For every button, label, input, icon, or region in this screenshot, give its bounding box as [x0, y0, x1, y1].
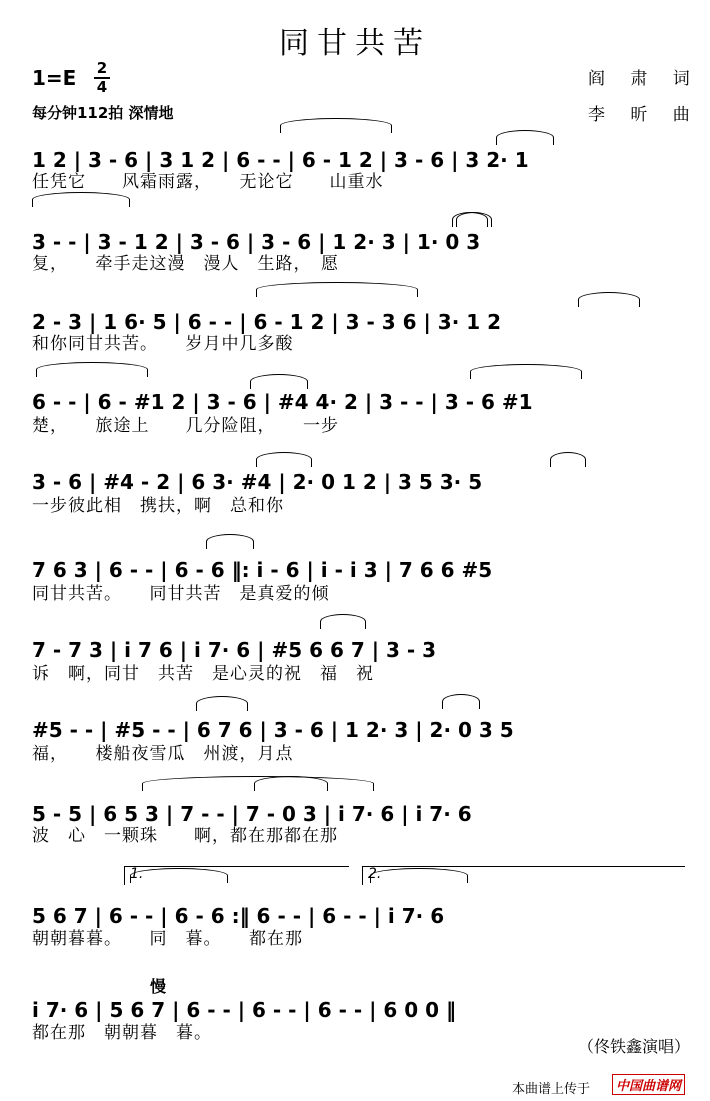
slur-mark: [320, 614, 366, 629]
slur-mark: [470, 364, 582, 379]
notation-row: 6 - - | 6 - #1 2 | 3 - 6 | #4 4· 2 | 3 - - | 3 - 6 #1: [32, 390, 533, 414]
lyrics-row: 诉 啊，同甘 共苦 是心灵的祝 福 祝: [32, 664, 374, 684]
footer-note: 本曲谱上传于: [512, 1082, 591, 1097]
notation-row: 7 6 3 | 6 - - | 6 - 6 ‖: i - 6 | i - i 3 | 7 6 6 #5: [32, 558, 493, 582]
lyrics-row: 一步彼此相 携扶，啊 总和你: [32, 496, 284, 516]
notation-row: 2 - 3 | 1 6· 5 | 6 - - | 6 - 1 2 | 3 - 3 6 | 3· 1 2: [32, 310, 502, 334]
composer-credit: 李 昕 曲: [588, 105, 700, 125]
time-signature: 2 4: [94, 62, 110, 94]
lyrics-row: 同甘共苦。 同甘共苦 是真爱的倾: [32, 584, 330, 604]
slur-mark: [256, 282, 418, 297]
volta-number-2: 2.: [368, 866, 382, 882]
slur-mark: [496, 130, 554, 145]
performer-credit: （佟铁鑫演唱）: [578, 1037, 691, 1056]
notation-row: #5 - - | #5 - - | 6 7 6 | 3 - 6 | 1 2· 3 | 2· 0 3 5: [32, 718, 514, 742]
song-title: 同甘共苦: [279, 26, 431, 61]
tempo-change-marking: 慢: [150, 977, 167, 996]
lyrics-row: 福， 楼船夜雪瓜 州渡，月点: [32, 744, 294, 764]
slur-mark: [196, 696, 248, 711]
slur-mark: [452, 212, 488, 227]
slur-mark: [256, 452, 312, 467]
lyrics-row: 楚， 旅途上 几分险阻， 一步: [32, 416, 339, 436]
notation-row: i 7· 6 | 5 6 7 | 6 - - | 6 - - | 6 - - | 6 0 0 ‖: [32, 998, 457, 1022]
slur-mark: [254, 776, 328, 791]
lyricist-credit: 阎 肃 词: [588, 69, 700, 89]
slur-mark: [578, 292, 640, 307]
slur-mark: [32, 192, 130, 207]
key-signature: 1=E: [32, 66, 77, 90]
lyrics-row: 波 心 一颗珠 啊，都在那都在那: [32, 826, 338, 846]
notation-row: 5 6 7 | 6 - - | 6 - 6 :‖ 6 - - | 6 - - | i 7· 6: [32, 904, 445, 928]
tempo-marking: 每分钟112拍 深情地: [32, 104, 174, 122]
slur-mark: [36, 362, 148, 377]
lyrics-row: 朝朝暮暮。 同 暮。 都在那: [32, 929, 303, 949]
slur-mark: [550, 452, 586, 467]
lyrics-row: 都在那 朝朝暮 暮。: [32, 1023, 212, 1043]
volta-bracket-2: [362, 866, 685, 885]
notation-row: 5 - 5 | 6 5 3 | 7 - - | 7 - 0 3 | i 7· 6 | i 7· 6: [32, 802, 472, 826]
slur-mark: [442, 694, 480, 709]
slur-mark: [280, 118, 392, 133]
slur-mark: [250, 374, 308, 389]
volta-bracket-1: [124, 866, 349, 885]
lyrics-row: 和你同甘共苦。 岁月中几多酸: [32, 334, 294, 354]
slur-mark: [206, 534, 254, 549]
lyrics-row: 任凭它 风霜雨露， 无论它 山重水: [32, 172, 384, 192]
lyrics-row: 复， 牵手走这漫 漫人 生路， 愿: [32, 254, 339, 274]
notation-row: 3 - - | 3 - 1 2 | 3 - 6 | 3 - 6 | 1 2· 3 | 1· 0 3: [32, 230, 481, 254]
notation-row: 3 - 6 | #4 - 2 | 6 3· #4 | 2· 0 1 2 | 3 5 3· 5: [32, 470, 483, 494]
site-logo: 中国曲谱网: [612, 1074, 685, 1095]
notation-row: 1 2 | 3 - 6 | 3 1 2 | 6 - - | 6 - 1 2 | 3 - 6 | 3 2· 1: [32, 148, 529, 172]
notation-row: 7 - 7 3 | i 7 6 | i 7· 6 | #5 6 6 7 | 3 - 3: [32, 638, 437, 662]
volta-number-1: 1.: [130, 866, 144, 882]
